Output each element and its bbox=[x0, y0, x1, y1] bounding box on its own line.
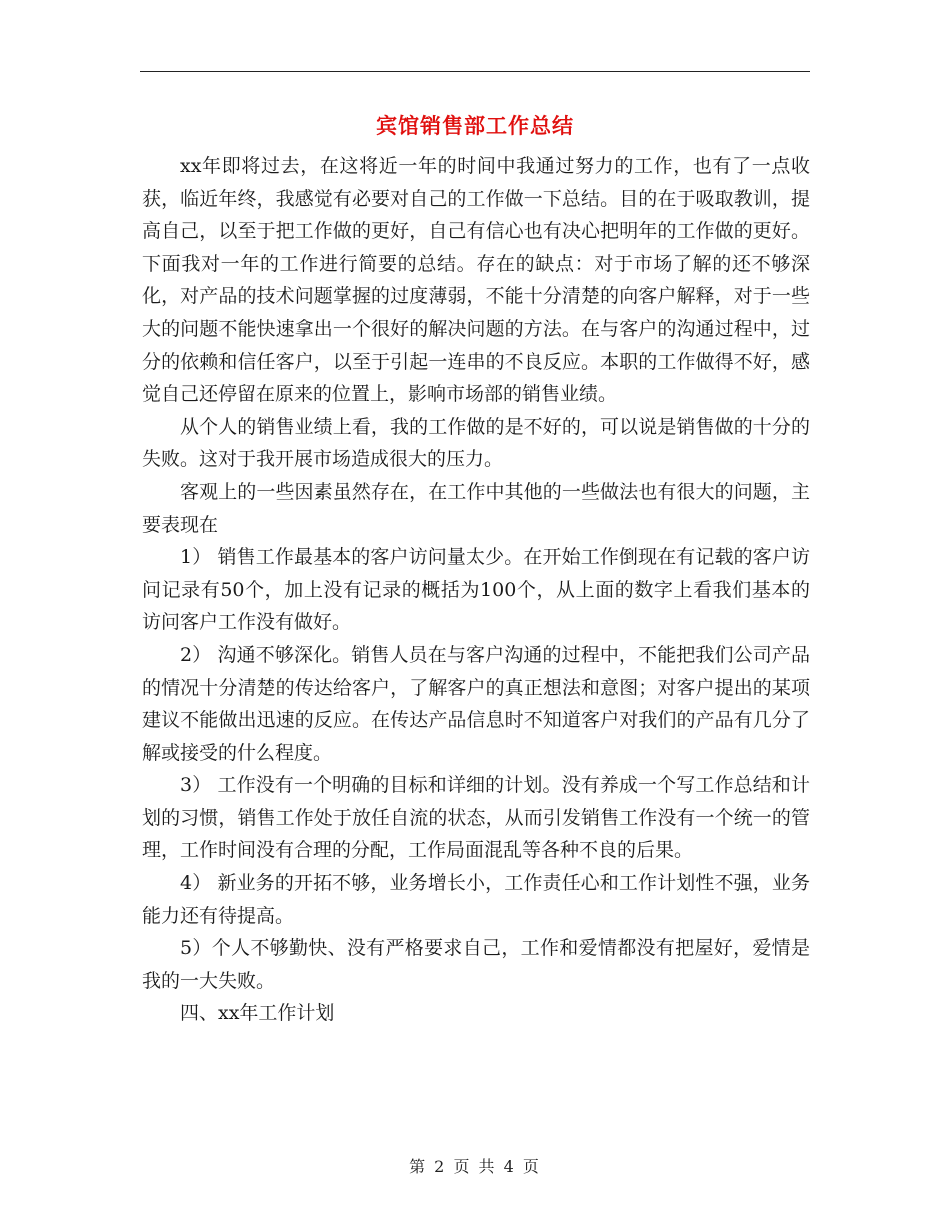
paragraph-intro: xx年即将过去，在这将近一年的时间中我通过努力的工作，也有了一点收获，临近年终，我感觉有必要对自己的工作做一下总结。目的在于吸取教训，提高自己，以至于把工作做的更好，自己有信心也有决心把明年的工作做的更好。下面我对一年的工作进行简要的总结。存在的缺点：对于市场了解的还不够深化，对产品的技术问题掌握的过度薄弱，不能十分清楚的向客户解释，对于一些大的问题不能快速拿出一个很好的解决问题的方法。在与客户的沟通过程中，过分的依赖和信任客户，以至于引起一连串的不良反应。本职的工作做得不好，感觉自己还停留在原来的位置上，影响市场部的销售业绩。 bbox=[142, 155, 810, 406]
document-body bbox=[142, 150, 810, 1030]
paragraph-item-2: 2） 沟通不够深化。销售人员在与客户沟通的过程中，不能把我们公司产品的情况十分清楚的传达给客户，了解客户的真正想法和意图；对客户提出的某项建议不能做出迅速的反应。在传达产品信息时不知道客户对我们的产品有几分了解或接受的什么程度。 bbox=[142, 643, 810, 764]
paragraph-performance: 从个人的销售业绩上看，我的工作做的是不好的，可以说是销售做的十分的失败。这对于我开展市场造成很大的压力。 bbox=[142, 415, 810, 471]
paragraph-item-3: 3） 工作没有一个明确的目标和详细的计划。没有养成一个写工作总结和计划的习惯，销售工作处于放任自流的状态，从而引发销售工作没有一个统一的管理，工作时间没有合理的分配，工作局面混乱等各种不良的后果。 bbox=[142, 774, 810, 862]
header-rule bbox=[140, 71, 810, 72]
paragraph-objective-factors: 客观上的一些因素虽然存在，在工作中其他的一些做法也有很大的问题，主要表现在 bbox=[142, 480, 810, 536]
section-heading-plan: 四、xx年工作计划 bbox=[180, 1002, 335, 1025]
paragraph-item-5: 5）个人不够勤快、没有严格要求自己，工作和爱情都没有把屋好，爱情是我的一大失败。 bbox=[142, 937, 810, 992]
document-title: 宾馆销售部工作总结 bbox=[376, 114, 574, 138]
paragraph-item-1: 1） 销售工作最基本的客户访问量太少。在开始工作倒现在有记载的客户访问记录有50个，加上没有记录的概括为100个，从上面的数字上看我们基本的访问客户工作没有做好。 bbox=[142, 546, 810, 634]
paragraph-item-4: 4） 新业务的开拓不够，业务增长小，工作责任心和工作计划性不强，业务能力还有待提高。 bbox=[142, 872, 810, 927]
page-number: 第 2 页 共 4 页 bbox=[409, 1157, 541, 1176]
